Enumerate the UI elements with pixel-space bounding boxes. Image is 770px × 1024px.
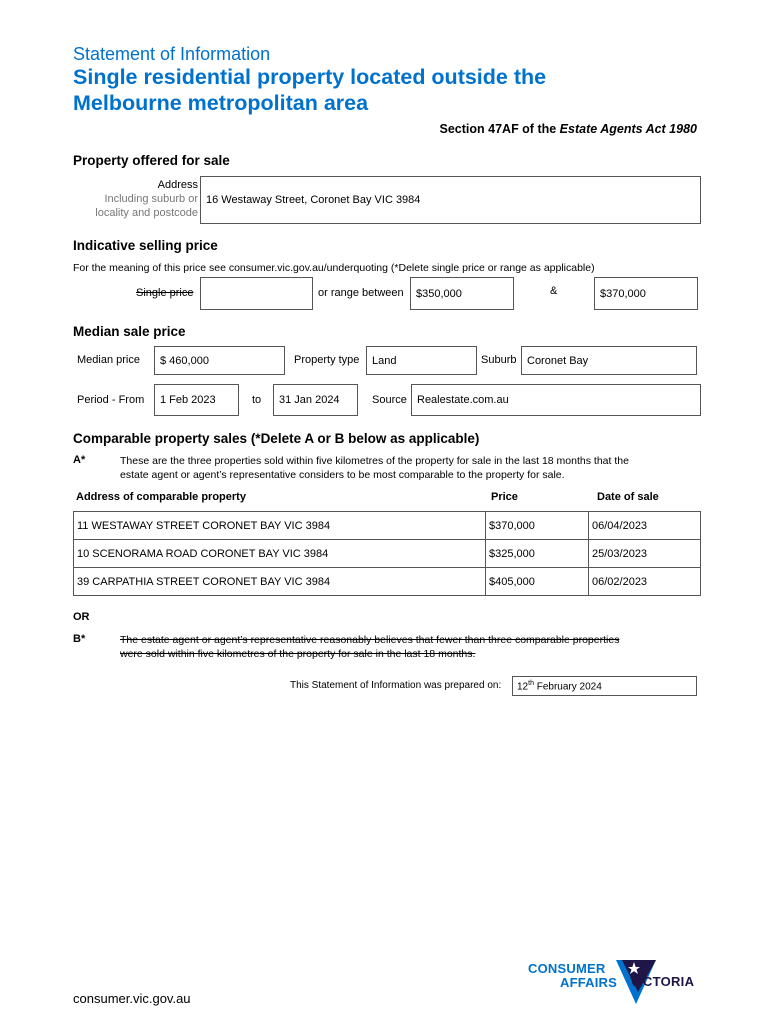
- comparable-heading: Comparable property sales (*Delete A or B below as applicable): [73, 431, 480, 446]
- col-price-header: Price: [491, 491, 518, 503]
- range-ampersand: &: [550, 285, 558, 297]
- single-price-field[interactable]: [200, 277, 313, 310]
- suburb-value: Coronet Bay: [527, 354, 589, 367]
- table-row: [74, 512, 701, 540]
- range-low-value: $350,000: [416, 287, 462, 300]
- property-type-field[interactable]: [366, 346, 477, 375]
- address-label-sub-1: Including suburb or: [104, 193, 198, 205]
- prepared-month-year: February 2024: [533, 681, 602, 693]
- section-act: Estate Agents Act 1980: [559, 122, 697, 136]
- prepared-date-value: [517, 680, 602, 692]
- prepared-day-suffix: th: [528, 679, 534, 687]
- period-from-value: 1 Feb 2023: [160, 394, 216, 406]
- median-heading: Median sale price: [73, 324, 186, 339]
- period-from-field[interactable]: [154, 384, 239, 416]
- prepared-label: This Statement of Information was prepared on:: [290, 680, 502, 691]
- option-a-text-line-2: estate agent or agent’s representative considers to be most comparable to the property for sale.: [120, 469, 565, 481]
- address-label: [60, 178, 198, 220]
- address-label-main: Address: [157, 179, 198, 191]
- option-b-marker: B*: [73, 633, 86, 645]
- comparable-table: [73, 511, 701, 596]
- comparable-address-cell[interactable]: 10 SCENORAMA ROAD CORONET BAY VIC 3984: [74, 540, 486, 568]
- property-type-value: Land: [372, 354, 397, 367]
- property-heading: Property offered for sale: [73, 153, 230, 168]
- address-value: 16 Westaway Street, Coronet Bay VIC 3984: [206, 194, 421, 206]
- median-price-field[interactable]: [154, 346, 285, 375]
- comparable-date-cell[interactable]: 06/04/2023: [589, 512, 701, 540]
- logo-consumer: CONSUMER: [528, 961, 606, 976]
- option-b-text-line-2: were sold within five kilometres of the property for sale in the last 18 months.: [120, 648, 476, 660]
- option-b-text: [120, 633, 619, 661]
- or-label: OR: [73, 611, 90, 623]
- source-value: Realestate.com.au: [417, 394, 509, 406]
- table-row: [74, 568, 701, 596]
- range-low-field[interactable]: [410, 277, 514, 310]
- logo-victoria: VICTORIA: [630, 974, 695, 989]
- comparable-address-cell[interactable]: 11 WESTAWAY STREET CORONET BAY VIC 3984: [74, 512, 486, 540]
- document-title-line-1: Single residential property located outside the: [73, 65, 547, 89]
- col-date-header: Date of sale: [597, 491, 659, 503]
- range-high-value: $370,000: [600, 287, 646, 300]
- range-label: or range between: [318, 287, 404, 299]
- logo-affairs: AFFAIRS: [560, 975, 618, 990]
- comparable-address-cell[interactable]: 39 CARPATHIA STREET CORONET BAY VIC 3984: [74, 568, 486, 596]
- period-to-value: 31 Jan 2024: [279, 394, 340, 406]
- option-b-text-line-1: The estate agent or agent’s representative reasonably believes that fewer than three comparable properties: [120, 634, 620, 646]
- option-a-marker: A*: [73, 454, 86, 466]
- single-price-label: Single price: [136, 287, 194, 299]
- prepared-date-field[interactable]: [512, 676, 697, 696]
- comparable-date-cell[interactable]: 25/03/2023: [589, 540, 701, 568]
- range-high-field[interactable]: [594, 277, 698, 310]
- suburb-field[interactable]: [521, 346, 697, 375]
- comparable-price-cell[interactable]: $405,000: [486, 568, 589, 596]
- option-a-text-line-1: These are the three properties sold within five kilometres of the property for sale in the last 18 months that the: [120, 455, 629, 467]
- col-address-header: Address of comparable property: [76, 491, 246, 503]
- table-row: [74, 540, 701, 568]
- comparable-price-cell[interactable]: $370,000: [486, 512, 589, 540]
- suburb-label: Suburb: [481, 354, 517, 366]
- footer-url[interactable]: consumer.vic.gov.au: [73, 991, 191, 1006]
- property-type-label: Property type: [294, 354, 360, 366]
- price-heading: Indicative selling price: [73, 238, 218, 253]
- address-field[interactable]: [200, 176, 701, 224]
- section-prefix: Section 47AF of the: [439, 122, 560, 136]
- document-kicker: Statement of Information: [73, 44, 271, 64]
- period-to-label: to: [252, 394, 262, 406]
- period-to-field[interactable]: [273, 384, 358, 416]
- source-label: Source: [372, 394, 407, 406]
- price-note: For the meaning of this price see consumer.vic.gov.au/underquoting (*Delete single price or range as applicable): [73, 262, 595, 274]
- source-field[interactable]: [411, 384, 701, 416]
- section-reference: [440, 122, 697, 136]
- document-title-line-2: Melbourne metropolitan area: [73, 91, 369, 115]
- period-from-label: Period - From: [77, 394, 145, 406]
- prepared-day: 12: [517, 681, 529, 693]
- median-price-value: $ 460,000: [160, 354, 209, 367]
- comparable-price-cell[interactable]: $325,000: [486, 540, 589, 568]
- option-a-text: [120, 454, 629, 482]
- median-price-label: Median price: [77, 354, 140, 366]
- comparable-date-cell[interactable]: 06/02/2023: [589, 568, 701, 596]
- address-label-sub-2: locality and postcode: [95, 207, 198, 219]
- consumer-affairs-victoria-logo: [528, 958, 703, 1008]
